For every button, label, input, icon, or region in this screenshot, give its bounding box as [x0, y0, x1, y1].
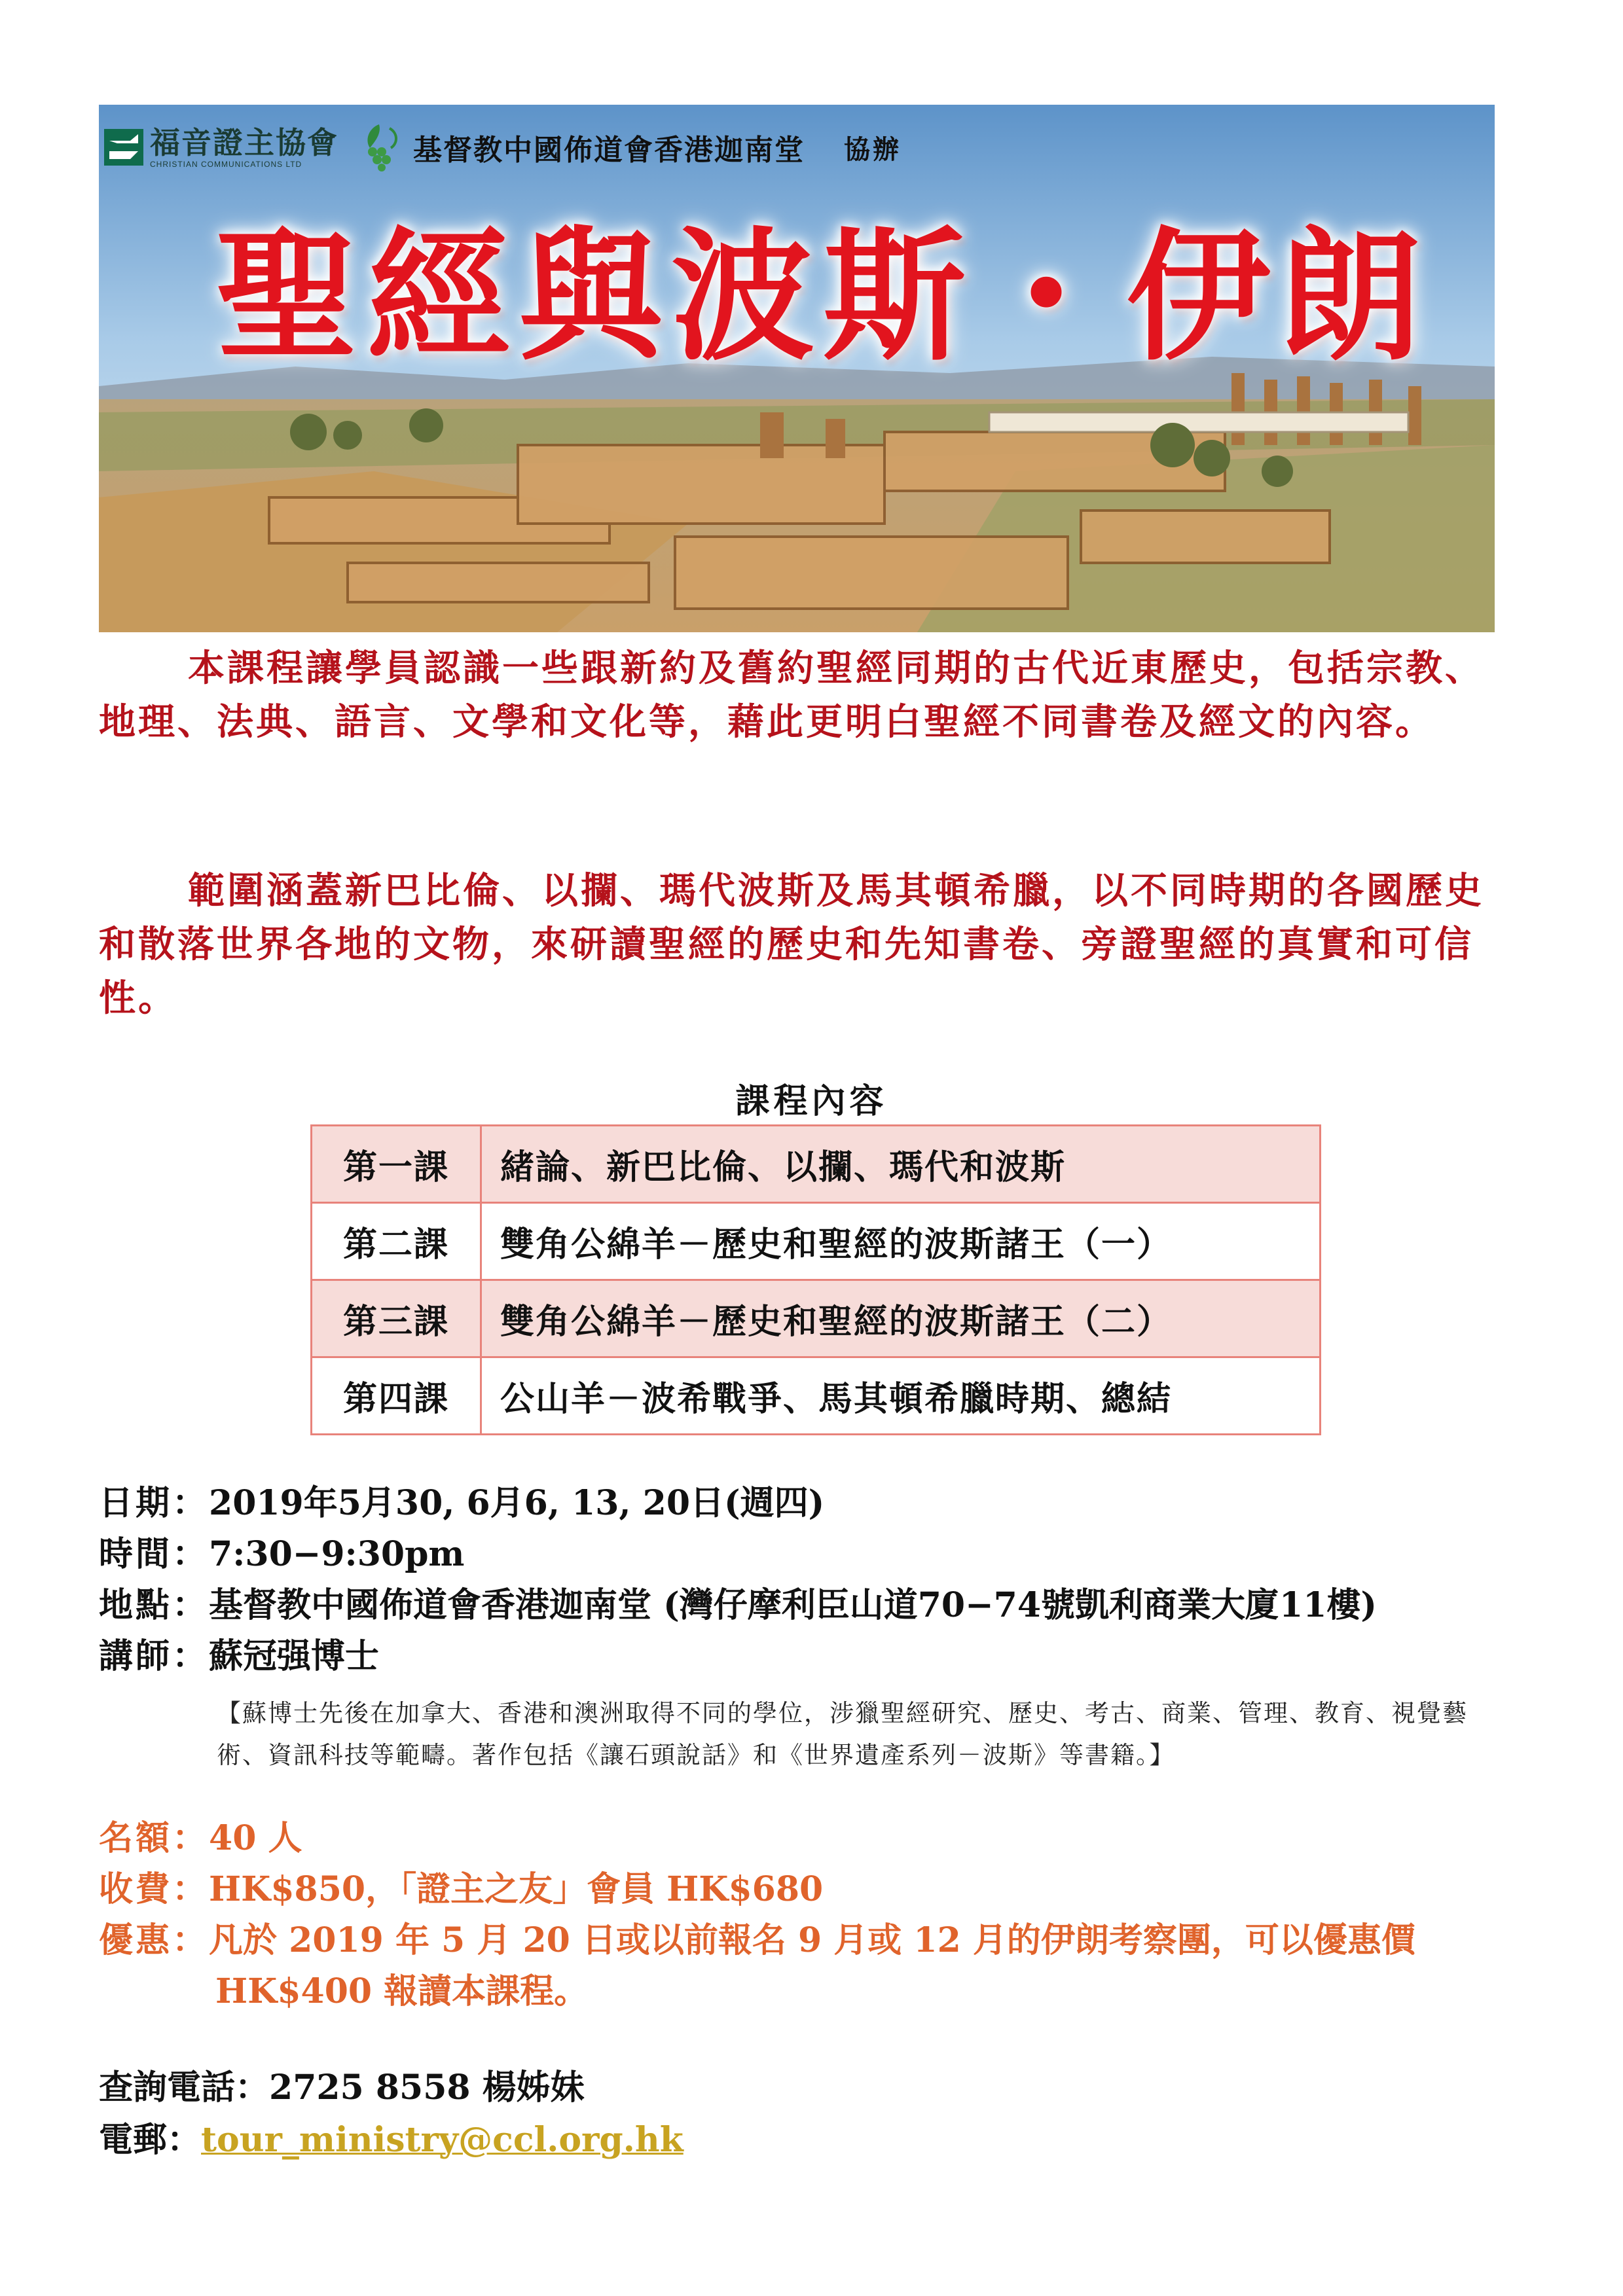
lesson-number: 第二課 — [312, 1203, 481, 1280]
lesson-topic: 雙角公綿羊－歷史和聖經的波斯諸王（二） — [481, 1280, 1321, 1357]
fee-details — [99, 1813, 1415, 2017]
quota-label: 名額： — [99, 1818, 210, 1858]
table-row — [312, 1280, 1321, 1357]
time-label: 時間： — [99, 1534, 210, 1574]
table-row — [312, 1203, 1321, 1280]
date-row — [99, 1478, 1377, 1529]
date-value: 2019年5月30, 6月6, 13, 20日(週四) — [209, 1483, 825, 1523]
lesson-number: 第四課 — [312, 1357, 481, 1435]
time-row — [99, 1529, 1377, 1580]
event-details — [99, 1478, 1377, 1682]
ccl-name: 福音證主協會 — [150, 125, 338, 160]
venue-row — [99, 1580, 1377, 1631]
course-table — [310, 1124, 1321, 1435]
venue-value: 基督教中國佈道會香港迦南堂 (灣仔摩利臣山道70−74號凱利商業大廈11樓) — [209, 1585, 1377, 1625]
intro-paragraph-2: 範圍涵蓋新巴比倫、以攔、瑪代波斯及馬其頓希臘，以不同時期的各國歷史和散落世界各地的文物，來研讀聖經的歷史和先知書卷、旁證聖經的真實和可信性。 — [99, 869, 1484, 1020]
church-name: 基督教中國佈道會香港迦南堂 — [413, 134, 805, 167]
lesson-topic: 公山羊－波希戰爭、馬其頓希臘時期、總結 — [481, 1357, 1321, 1435]
main-title: 聖經與波斯・伊朗 — [215, 215, 1431, 380]
phone-row — [99, 2062, 684, 2114]
phone-value: 2725 8558 楊姊妹 — [269, 2068, 585, 2108]
lesson-topic: 雙角公綿羊－歷史和聖經的波斯諸王（一） — [481, 1203, 1321, 1280]
course-caption: 課程內容 — [735, 1081, 888, 1121]
email-row — [99, 2114, 684, 2166]
discount-label: 優惠： — [99, 1920, 210, 1960]
contact-details — [99, 2062, 684, 2166]
discount-row-continued — [99, 1966, 1415, 2017]
table-row — [312, 1357, 1321, 1435]
fee-row — [99, 1864, 1415, 1915]
church-logo — [356, 122, 805, 173]
email-link[interactable]: tour_ministry@ccl.org.hk — [201, 2120, 684, 2160]
speaker-label: 講師： — [99, 1636, 210, 1676]
ccl-english-name: CHRISTIAN COMMUNICATIONS LTD — [150, 160, 302, 169]
intro-paragraph-1: 本課程讓學員認識一些跟新約及舊約聖經同期的古代近東歷史，包括宗教、地理、法典、語言、文學和文化等，藉此更明白聖經不同書卷及經文的內容。 — [99, 647, 1484, 744]
fee-label: 收費： — [99, 1869, 210, 1909]
email-label: 電郵： — [99, 2120, 202, 2160]
ccl-logo-mark-icon — [104, 129, 143, 166]
lesson-number: 第一課 — [312, 1126, 481, 1203]
fee-value: HK$850，「證主之友」會員 HK$680 — [209, 1869, 824, 1909]
banner — [99, 105, 1495, 632]
discount-row — [99, 1915, 1415, 1966]
speaker-value: 蘇冠强博士 — [209, 1636, 380, 1676]
discount-line-1: 凡於 2019 年 5 月 20 日或以前報名 9 月或 12 月的伊朗考察團，可以優惠價 — [209, 1920, 1415, 1960]
table-row — [312, 1126, 1321, 1203]
venue-label: 地點： — [99, 1585, 210, 1625]
speaker-row — [99, 1631, 1377, 1682]
time-value: 7:30−9:30pm — [209, 1534, 465, 1574]
phone-label: 查詢電話： — [99, 2068, 270, 2108]
ccl-logo — [104, 126, 338, 169]
quota-value: 40 人 — [209, 1818, 302, 1858]
lesson-topic: 緒論、新巴比倫、以攔、瑪代和波斯 — [481, 1126, 1321, 1203]
quota-row — [99, 1813, 1415, 1864]
lesson-number: 第三課 — [312, 1280, 481, 1357]
grapes-leaf-icon — [356, 122, 403, 173]
co-organizer-label: 協辦 — [844, 134, 902, 165]
speaker-bio: 【蘇博士先後在加拿大、香港和澳洲取得不同的學位，涉獵聖經研究、歷史、考古、商業、管理、教育、視覺藝術、資訊科技等範疇。著作包括《讓石頭說話》和《世界遺產系列－波斯》等書籍。】 — [217, 1699, 1468, 1769]
organizer-row — [99, 105, 1146, 190]
date-label: 日期： — [99, 1483, 210, 1523]
discount-line-2: HK$400 報讀本課程。 — [215, 1971, 589, 2011]
